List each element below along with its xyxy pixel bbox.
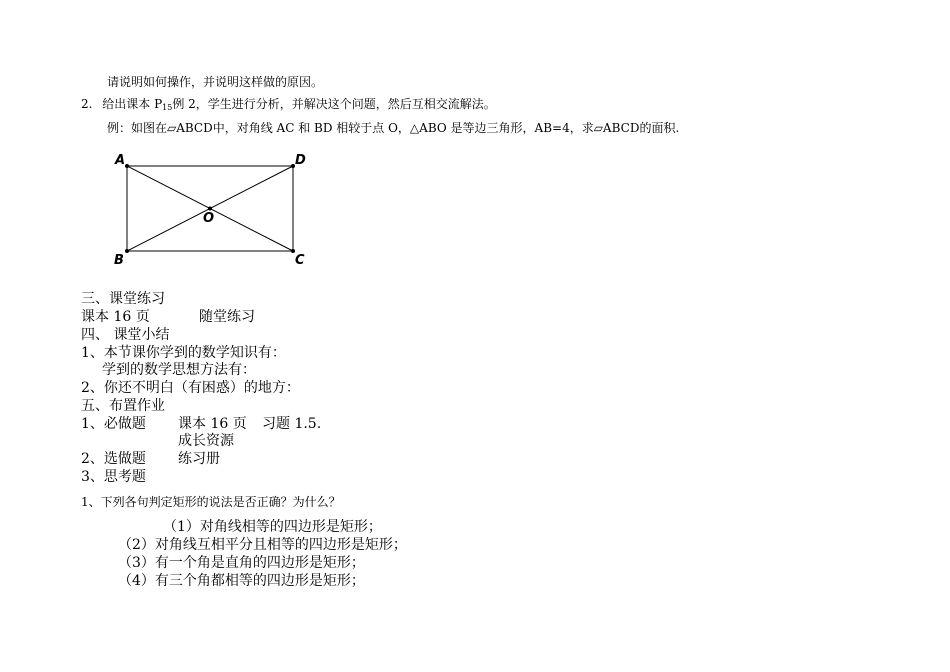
question-1: 1、下列各句判定矩形的说法是否正确？为什么？ bbox=[81, 495, 341, 509]
item-2-paragraph bbox=[81, 97, 496, 115]
parallelogram-figure bbox=[105, 150, 315, 270]
question-1-part-4: （4）有三个角都相等的四边形是矩形； bbox=[118, 573, 365, 589]
section-5-heading: 五、布置作业 bbox=[81, 398, 165, 414]
homework-required-page: 课本 16 页 bbox=[178, 416, 247, 432]
homework-required-label: 1、必做题 bbox=[81, 416, 146, 432]
homework-optional-label: 2、选做题 bbox=[81, 451, 146, 467]
homework-thinking-label: 3、思考题 bbox=[81, 469, 146, 485]
item-2-number: 2. bbox=[81, 97, 93, 111]
section-3-heading: 三、课堂练习 bbox=[81, 291, 165, 307]
practice-page: 课本 16 页 bbox=[81, 309, 150, 325]
center-o-dot bbox=[208, 207, 212, 211]
summary-item-1b: 学到的数学思想方法有： bbox=[102, 362, 256, 378]
page-subscript: 15 bbox=[162, 103, 173, 112]
question-1-part-3: （3）有一个角是直角的四边形是矩形； bbox=[118, 555, 365, 571]
vertex-b-dot bbox=[125, 249, 129, 253]
label-o: O bbox=[203, 211, 215, 226]
section-4-heading: 四、 课堂小结 bbox=[81, 327, 170, 343]
instruction-text: 请说明如何操作，并说明这样做的原因。 bbox=[107, 75, 324, 89]
vertex-a-dot bbox=[125, 164, 129, 168]
homework-required-resource: 成长资源 bbox=[178, 433, 234, 449]
summary-item-2: 2、你还不明白（有困惑）的地方： bbox=[81, 380, 300, 396]
item-2-text-start: 给出课本 P bbox=[102, 97, 163, 111]
homework-optional-book: 练习册 bbox=[178, 451, 220, 467]
question-1-part-2: （2）对角线互相平分且相等的四边形是矩形； bbox=[118, 537, 407, 553]
item-2-text-end: 例 2，学生进行分析，并解决这个问题，然后互相交流解法。 bbox=[172, 97, 496, 111]
label-b: B bbox=[114, 253, 124, 268]
label-a: A bbox=[115, 153, 126, 168]
label-d: D bbox=[295, 153, 306, 168]
practice-line bbox=[81, 309, 255, 326]
summary-item-1: 1、本节课你学到的数学知识有： bbox=[81, 345, 286, 361]
label-c: C bbox=[295, 253, 305, 268]
example-problem-text: 例：如图在▱ABCD中，对角线 AC 和 BD 相较于点 O，△ABO 是等边三角形，AB=4，求▱ABCD的面积. bbox=[107, 121, 680, 135]
practice-type: 随堂练习 bbox=[199, 309, 255, 325]
question-1-part-1: （1）对角线相等的四边形是矩形； bbox=[163, 519, 382, 535]
homework-required-exercise: 习题 1.5. bbox=[262, 416, 322, 432]
